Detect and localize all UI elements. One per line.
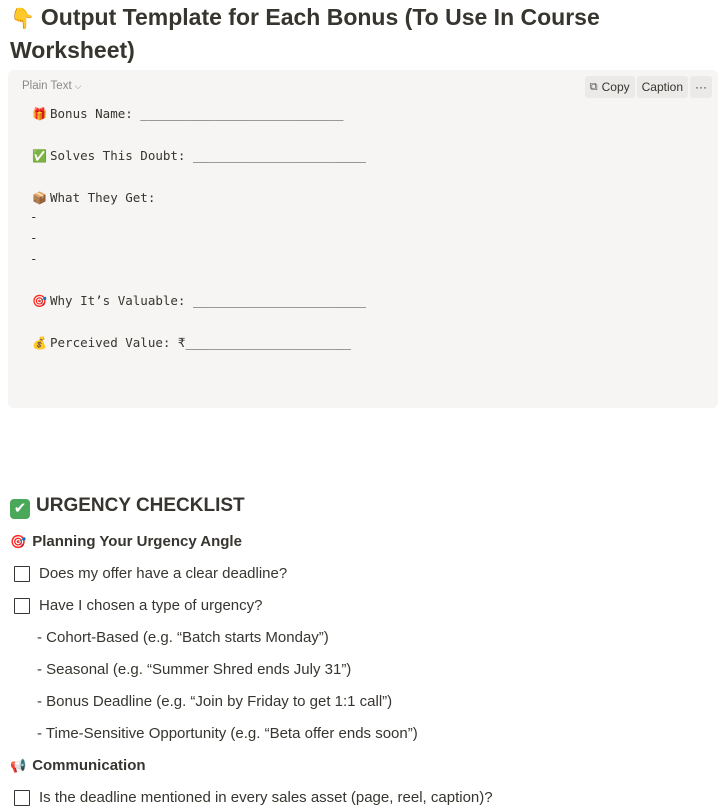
subheading-communication bbox=[10, 757, 146, 774]
code-line-text: Perceived Value: ₹______________________ bbox=[50, 335, 352, 350]
more-options-button[interactable] bbox=[690, 76, 712, 98]
todo-item[interactable] bbox=[14, 597, 262, 614]
checkbox[interactable] bbox=[14, 790, 30, 806]
pointing-down-icon: 👇 bbox=[10, 8, 35, 30]
gift-icon: 🎁 bbox=[32, 107, 47, 121]
code-line-dash bbox=[30, 251, 38, 267]
caption-label: Caption bbox=[641, 80, 683, 94]
checklist-heading bbox=[10, 495, 245, 519]
language-selector[interactable] bbox=[22, 80, 81, 92]
code-line-text: Bonus Name: ___________________________ bbox=[50, 106, 344, 121]
code-line-text: - bbox=[30, 209, 38, 224]
code-line-why-valuable bbox=[32, 293, 366, 309]
checklist-heading-text: URGENCY CHECKLIST bbox=[36, 495, 245, 516]
subheading-text: Communication bbox=[32, 757, 146, 774]
target-icon: 🎯 bbox=[10, 535, 27, 550]
language-label: Plain Text bbox=[22, 80, 72, 92]
code-line-text: Solves This Doubt: _______________________ bbox=[50, 148, 367, 163]
code-line-perceived-value bbox=[32, 335, 351, 351]
code-line-solves-doubt bbox=[32, 148, 366, 164]
code-line-dash bbox=[30, 209, 38, 225]
subheading-planning bbox=[10, 533, 242, 550]
code-line-text: Why It’s Valuable: _______________________ bbox=[50, 293, 367, 308]
urgency-type-item: - Time-Sensitive Opportunity (e.g. “Beta offer ends soon”) bbox=[37, 725, 418, 742]
code-toolbar bbox=[585, 76, 712, 98]
urgency-type-item: - Cohort-Based (e.g. “Batch starts Monday”) bbox=[37, 629, 329, 646]
chevron-down-icon: ⌵ bbox=[74, 81, 82, 91]
copy-icon: ⧉ bbox=[589, 80, 598, 93]
subheading-text: Planning Your Urgency Angle bbox=[32, 533, 242, 550]
check-mark-icon: ✅ bbox=[32, 149, 47, 163]
code-block[interactable] bbox=[8, 70, 718, 408]
target-icon: 🎯 bbox=[32, 294, 47, 308]
todo-label: Is the deadline mentioned in every sales asset (page, reel, caption)? bbox=[39, 789, 493, 806]
copy-button[interactable] bbox=[585, 76, 635, 98]
caption-button[interactable] bbox=[637, 76, 688, 98]
urgency-type-item: - Seasonal (e.g. “Summer Shred ends July 31”) bbox=[37, 661, 352, 678]
more-icon: ··· bbox=[695, 80, 707, 94]
section-heading bbox=[10, 2, 715, 66]
checkbox[interactable] bbox=[14, 598, 30, 614]
copy-label: Copy bbox=[601, 80, 630, 94]
checkbox[interactable] bbox=[14, 566, 30, 582]
code-line-what-they-get bbox=[32, 190, 155, 206]
code-line-text: - bbox=[30, 230, 38, 245]
code-line-dash bbox=[30, 230, 38, 246]
todo-item[interactable] bbox=[14, 789, 493, 806]
code-line-text: What They Get: bbox=[50, 190, 156, 205]
check-box-icon: ✔ bbox=[10, 499, 30, 519]
todo-label: Have I chosen a type of urgency? bbox=[39, 597, 263, 614]
urgency-type-item: - Bonus Deadline (e.g. “Join by Friday to get 1:1 call”) bbox=[37, 693, 393, 710]
todo-label: Does my offer have a clear deadline? bbox=[39, 565, 288, 582]
megaphone-icon: 📢 bbox=[10, 759, 27, 774]
code-line-bonus-name bbox=[32, 106, 344, 122]
section-heading-text: Output Template for Each Bonus (To Use In Course Worksheet) bbox=[10, 4, 600, 63]
money-bag-icon: 💰 bbox=[32, 336, 47, 350]
package-icon: 📦 bbox=[32, 191, 47, 205]
todo-item[interactable] bbox=[14, 565, 287, 582]
code-line-text: - bbox=[30, 251, 38, 266]
